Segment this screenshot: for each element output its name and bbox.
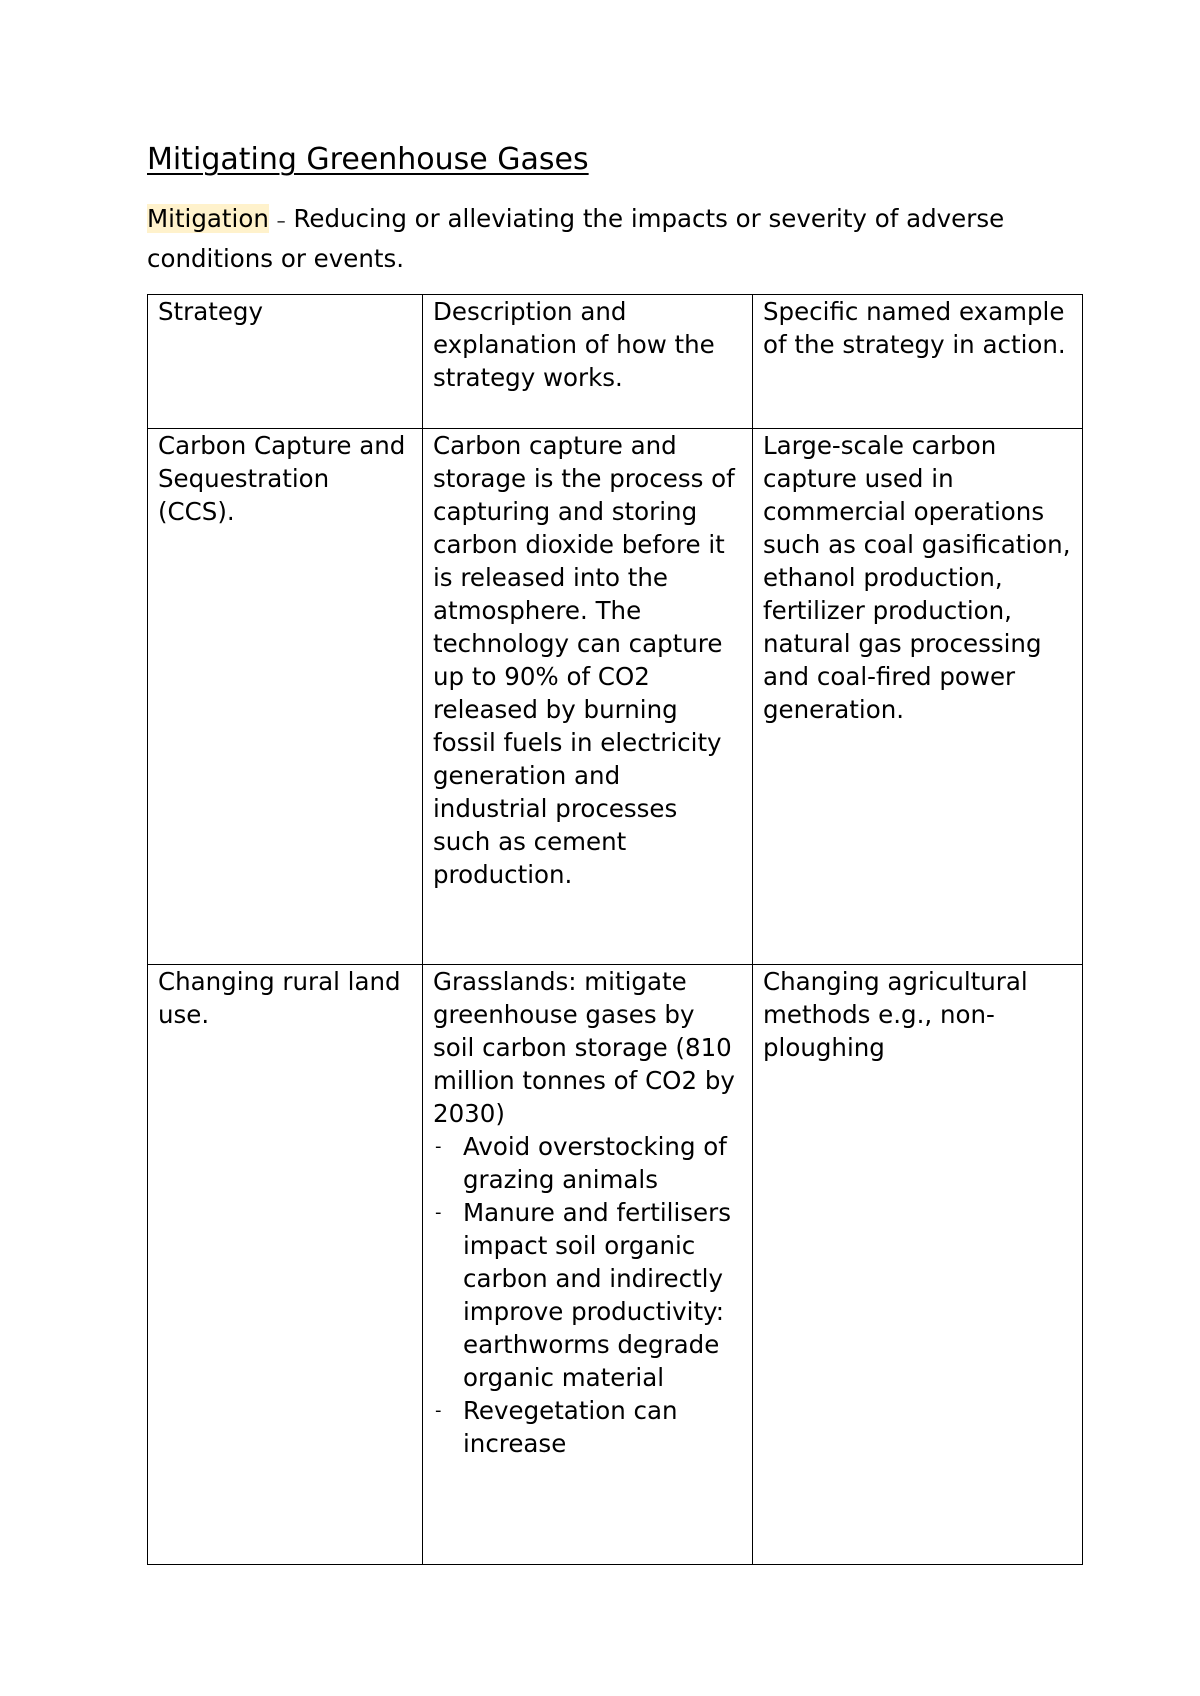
- bullet-dash-icon: -: [435, 1136, 442, 1157]
- bullet-dash-icon: -: [435, 1202, 442, 1223]
- definition-text: Reducing or alleviating the impacts or severity of adverse conditions or events.: [147, 204, 1005, 273]
- strategy-cell: [148, 429, 423, 965]
- description-cell: [423, 965, 753, 1565]
- table-row: [148, 429, 1083, 965]
- description-text: Grasslands: mitigate greenhouse gases by soil carbon storage (810 million tonnes of CO2 by 2030): [433, 967, 735, 1128]
- description-text: Carbon capture and storage is the process of capturing and storing carbon dioxide before it is released into the atmosphere. The technology can capture up to 90% of CO2 released by burning fossil fuels in electricity generation and industrial processes such as cement production.: [433, 431, 735, 889]
- example-text: Large-scale carbon capture used in commercial operations such as coal gasification, ethanol production, fertilizer production, natural gas processing and coal-fired power generation.: [763, 431, 1071, 724]
- bullet-text: Manure and fertilisers impact soil organic carbon and indirectly improve productivity: earthworms degrade organic material: [463, 1198, 731, 1392]
- header-cell-strategy: [148, 295, 423, 429]
- bullet-dash-icon: -: [435, 1400, 442, 1421]
- example-cell: [753, 429, 1083, 965]
- example-text: Changing agricultural methods e.g., non-ploughing: [763, 967, 1028, 1062]
- definition-dash: –: [276, 211, 286, 232]
- list-item: [433, 1196, 742, 1394]
- strategy-text: Changing rural land use.: [158, 967, 401, 1029]
- bullet-text: Revegetation can increase: [463, 1396, 678, 1458]
- table-row: [148, 965, 1083, 1565]
- header-cell-example: [753, 295, 1083, 429]
- document-page: [147, 140, 1082, 1565]
- header-example-text: Specific named example of the strategy in action.: [763, 297, 1066, 359]
- header-cell-description: [423, 295, 753, 429]
- strategy-cell: [148, 965, 423, 1565]
- definition-term: Mitigation: [147, 204, 269, 233]
- definition-paragraph: [147, 200, 1082, 277]
- header-strategy-text: Strategy: [158, 297, 263, 326]
- strategy-text: Carbon Capture and Sequestration (CCS).: [158, 431, 406, 526]
- example-cell: [753, 965, 1083, 1565]
- strategy-table: [147, 294, 1083, 1565]
- header-description-text: Description and explanation of how the strategy works.: [433, 297, 715, 392]
- table-header-row: [148, 295, 1083, 429]
- description-bullet-list: [433, 1130, 742, 1460]
- page-title: Mitigating Greenhouse Gases: [147, 142, 589, 177]
- bullet-text: Avoid overstocking of grazing animals: [463, 1132, 727, 1194]
- list-item: [433, 1130, 742, 1196]
- list-item: [433, 1394, 742, 1460]
- description-cell: [423, 429, 753, 965]
